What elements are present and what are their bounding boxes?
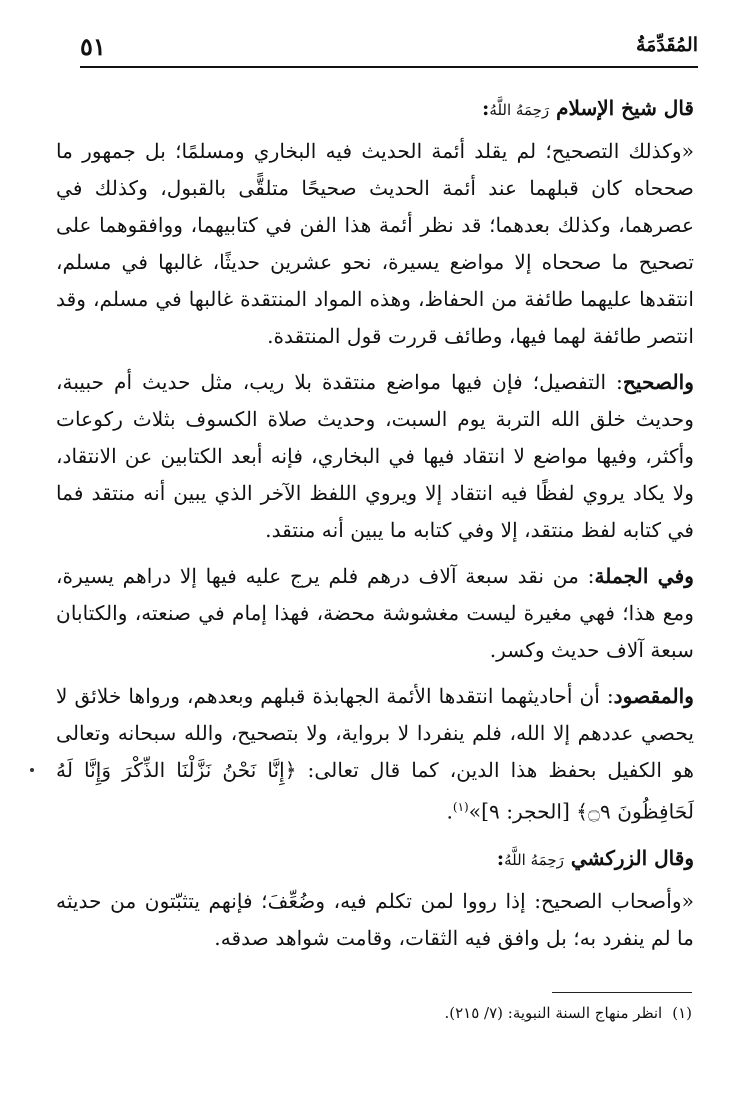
page-header	[80, 28, 698, 68]
quote-paragraph: «وكذلك التصحيح؛ لم يقلد أئمة الحديث فيه البخاري ومسلمًا؛ بل جمهور ما صححاه كان قبلهما عند أئمة الحديث صحيحًا متلقًّى بالقبول، وكذلك في عصرهما، وكذلك بعدهما؛ قد نظر أئمة هذا الفن في كتابيهما، ووافقوهما على تصحيح ما صححاه إلا مواضع يسيرة، نحو عشرين حديثًا، غالبها في مسلم، انتقدها عليهما طائفة من الحفاظ، وهذه المواد المنتقدة غالبها في مسلم، وقد انتصر طائفة لهما فيها، وطائف قررت قول المنتقدة.	[56, 139, 694, 348]
paragraph-maqsud	[56, 678, 694, 831]
paragraph-text: : أن أحاديثهما انتقدها الأئمة الجهابذة قبلهم وبعدهم، ورواها خلائق لا يحصي عددهم إلا الله، فلم ينفردا لا برواية، ولا بتصحيح، والله سبحانه وتعالى هو الكفيل بحفظ هذا الدين، كما قال تعالى: ﴿إِنَّا نَحْنُ نَزَّلْنَا الذِّكْرَ وَإِنَّا لَهُ لَحَافِظُونَ ۝٩﴾ [الحجر: ٩]»	[56, 684, 694, 824]
margin-dot	[30, 768, 34, 772]
quote-paragraph-zarkashi: «وأصحاب الصحيح: إذا رووا لمن تكلم فيه، وضُعِّفَ؛ فإنهم يتثبّتون من حديثه ما لم ينفرد به؛ بل وافق فيه الثقات، وقامت شواهد صدقه.	[56, 888, 694, 950]
running-title: المُقَدِّمَةُ	[635, 34, 698, 56]
heading-colon: :	[496, 845, 505, 870]
footnote-number: (١)	[672, 1004, 692, 1022]
footnote-separator	[552, 992, 692, 993]
paragraph-end: .	[446, 799, 453, 824]
heading-text: قال شيخ الإسلام	[556, 96, 694, 120]
section-heading-zarkashi	[56, 840, 694, 879]
blessing-phrase: رَحِمَهُ اللَّهُ	[504, 850, 564, 869]
heading-colon: :	[482, 96, 490, 120]
paragraph-text: : من نقد سبعة آلاف درهم فلم يرج عليه فيها إلا دراهم يسيرة، ومع هذا؛ فهي مغيرة ليست مغشوشة محضة، فهذا إمام في صنعته، والكتابان سبعة آلاف حديث وكسر.	[56, 564, 694, 662]
footnote	[58, 1002, 692, 1024]
paragraph-lead-word: وفي الجملة	[594, 564, 694, 588]
blessing-phrase: رَحِمَهُ اللَّهُ	[489, 101, 550, 119]
heading-text: وقال الزركشي	[570, 845, 694, 870]
footnote-text: انظر منهاج السنة النبوية: (٧/ ٢١٥).	[444, 1004, 663, 1022]
paragraph-text: : التفصيل؛ فإن فيها مواضع منتقدة بلا ريب، مثل حديث أم حبيبة، وحديث خلق الله التربة يوم السبت، وحديث صلاة الكسوف بثلاث ركوعات وأكثر، وفيها مواضع لا انتقاد فيها في البخاري، فإنه أبعد الكتابين عن الانتقاد، ولا يكاد يروي لفظًا فيه انتقاد إلا ويروي اللفظ الآخر الذي يبين أنه منتقد فما في كتابه لفظ منتقد، إلا وفي كتابه ما يبين أنه منتقد.	[56, 370, 694, 542]
paragraph-jumla	[56, 558, 694, 669]
paragraph-tafsil	[56, 364, 694, 549]
section-heading-ibn-taymiyya	[56, 90, 694, 129]
paragraph-lead-word: والمقصود	[613, 684, 694, 708]
page-number: ٥١	[80, 32, 106, 61]
page-body	[56, 90, 694, 966]
paragraph-lead-word: والصحيح	[622, 370, 694, 394]
footnote-reference: (١)	[452, 800, 469, 814]
